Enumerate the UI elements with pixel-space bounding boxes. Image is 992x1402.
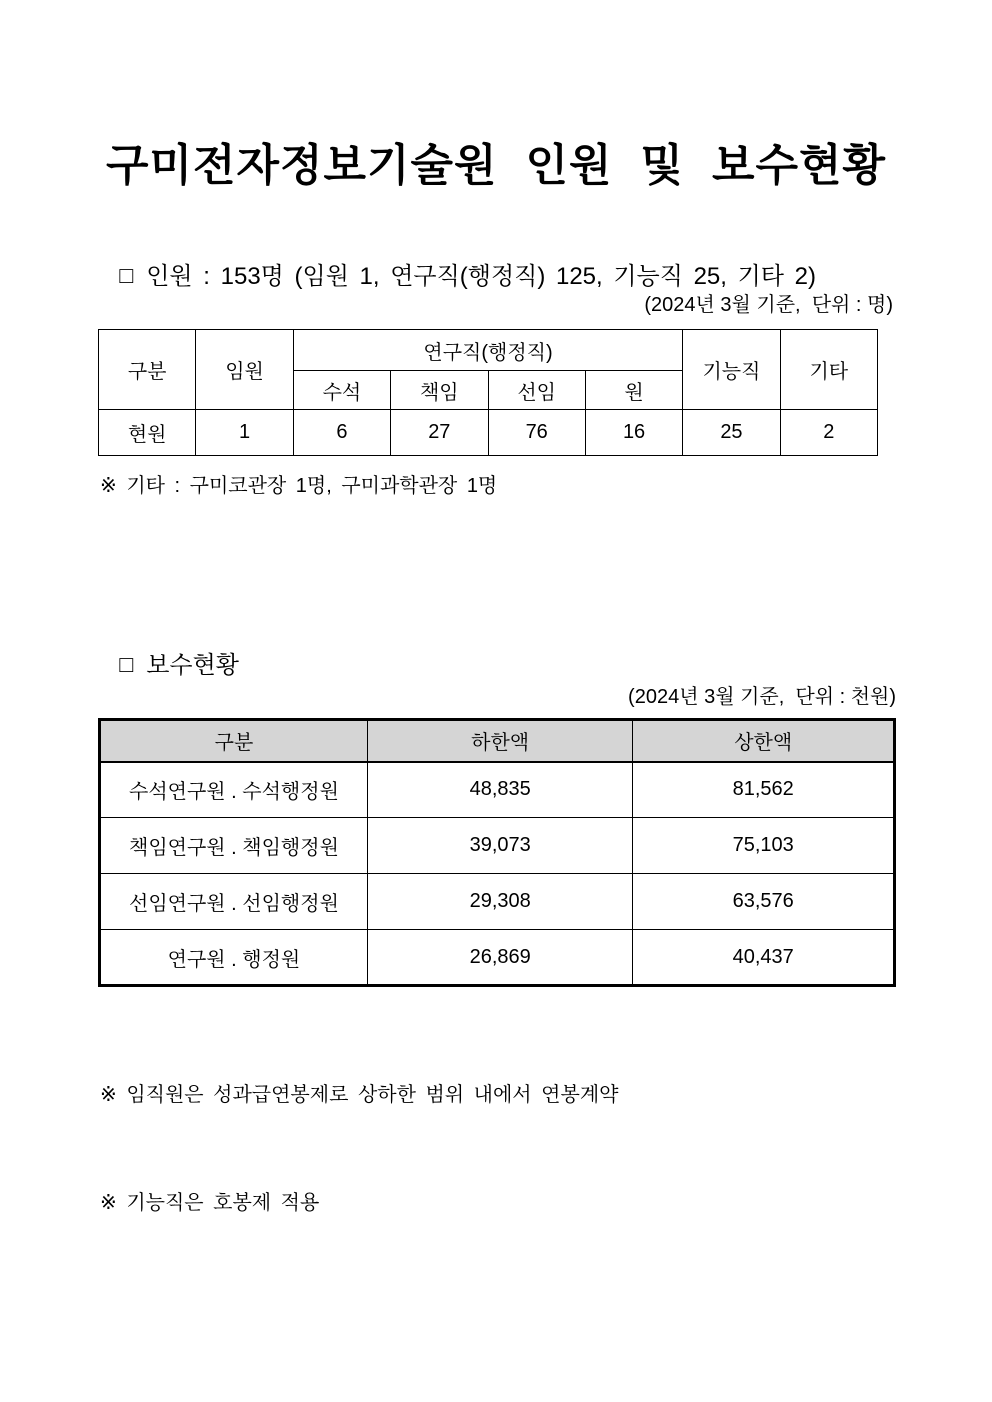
table-row-chaegim [100, 818, 895, 874]
row-label: 선임연구원 . 선임행정원 [100, 874, 368, 930]
footnote-line: ※ 기능직은 호봉제 적용 [100, 1192, 320, 1214]
compensation-heading-text: 보수현황 [146, 651, 239, 679]
row-max-value: 40,437 [633, 930, 895, 986]
square-bullet-icon: □ [119, 650, 134, 677]
row-min-value: 39,073 [367, 818, 633, 874]
compensation-header-min: 하한액 [367, 720, 633, 762]
personnel-data-row [99, 410, 878, 456]
compensation-header-row [100, 720, 895, 762]
row-max-value: 81,562 [633, 762, 895, 818]
personnel-row-label: 현원 [99, 410, 196, 456]
personnel-value-suseok: 6 [293, 410, 390, 456]
compensation-header-max: 상한액 [633, 720, 895, 762]
compensation-footnotes [100, 1005, 618, 1257]
personnel-subheader-seonim: 선임 [488, 371, 585, 410]
compensation-table-note: (2024년 3월 기준, 단위 : 천원) [628, 686, 896, 708]
personnel-header-row-1 [99, 330, 878, 371]
personnel-heading-text: 인원 : 153명 (임원 1, 연구직(행정직) 125, 기능직 25, 기타 2) [146, 262, 816, 290]
compensation-header-gubun: 구분 [100, 720, 368, 762]
table-row-yeonguwon [100, 930, 895, 986]
table-row-suseok [100, 762, 895, 818]
personnel-table [98, 329, 878, 456]
compensation-table [98, 718, 896, 987]
personnel-subheader-suseok: 수석 [293, 371, 390, 410]
personnel-value-chaegim: 27 [391, 410, 488, 456]
personnel-value-won: 16 [585, 410, 682, 456]
row-min-value: 26,869 [367, 930, 633, 986]
personnel-value-seonim: 76 [488, 410, 585, 456]
personnel-subheader-won: 원 [585, 371, 682, 410]
table-row-seonim [100, 874, 895, 930]
page-title: 구미전자정보기술원 인원 및 보수현황 [105, 141, 887, 190]
compensation-section-heading [98, 623, 239, 681]
row-label: 수석연구원 . 수석행정원 [100, 762, 368, 818]
personnel-section-heading [98, 234, 816, 292]
personnel-value-imwon: 1 [196, 410, 293, 456]
row-max-value: 63,576 [633, 874, 895, 930]
personnel-footnote: ※ 기타 : 구미코관장 1명, 구미과학관장 1명 [100, 475, 498, 497]
footnote-line: ※ 임직원은 성과급연봉제로 상하한 범위 내에서 연봉계약 [100, 1084, 619, 1106]
row-min-value: 48,835 [367, 762, 633, 818]
personnel-value-gita: 2 [780, 410, 877, 456]
personnel-subheader-chaegim: 책임 [391, 371, 488, 410]
personnel-header-gineungjik: 기능직 [683, 330, 780, 410]
row-max-value: 75,103 [633, 818, 895, 874]
square-bullet-icon: □ [119, 261, 134, 288]
personnel-header-gita: 기타 [780, 330, 877, 410]
row-label: 책임연구원 . 책임행정원 [100, 818, 368, 874]
personnel-header-gubun: 구분 [99, 330, 196, 410]
personnel-header-research-group: 연구직(행정직) [293, 330, 683, 371]
personnel-table-note: (2024년 3월 기준, 단위 : 명) [644, 294, 893, 316]
row-min-value: 29,308 [367, 874, 633, 930]
row-label: 연구원 . 행정원 [100, 930, 368, 986]
personnel-value-gineungjik: 25 [683, 410, 780, 456]
personnel-header-imwon: 임원 [196, 330, 293, 410]
